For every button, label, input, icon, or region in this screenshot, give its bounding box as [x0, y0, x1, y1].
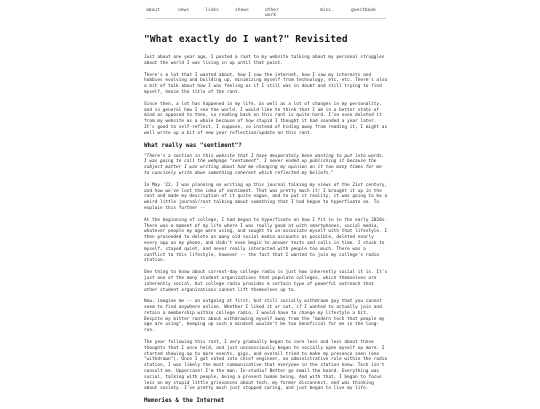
nav-divider	[146, 18, 386, 19]
section1-paragraph-3: One thing to know about current-day college radio is just how inherently social it is. It's just one of the many student organizations that populate colleges, which themselves are inherently social, but college radio provides a certain type of powerful outreach that other student organizations cannot lift themselves up to.	[144, 270, 388, 293]
section1-paragraph-1: In May '22, I was planning on writing up this journal talking my views of the 21st century, and how we've lost the idea of sentiment. That was pretty much it! I brought it up in the rant and made my description of it quite vague, and to put it reality, it was going to be a weird little journal/rant talking about something that I had begun to hyperfixate on. To explain this further --	[144, 182, 388, 211]
section1-paragraph-2: At the beginning of college, I had begun to hyperfixate on how I fit in in the early 2020s. There was a moment of my life where I was really good at with smartphones, social media, whatever people my age were using, and sought to un-associate myself with that lifestyle. I then proceeded to delete as many old social media accounts as possible, deleted nearly every app on my phone, and didn't even begin to answer texts and calls in time. I stuck to myself, stayed quiet, and never really interacted with people too much. There was a conflict to this lifestyle, however -- the fact that I wanted to join my college's radio station.	[144, 217, 388, 264]
nav-news[interactable]: news	[178, 8, 190, 13]
intro-paragraph-1: Just about one year ago, I posted a rant to my website talking about my personal struggles about the world I was living in up until that point.	[144, 55, 385, 66]
nav-about[interactable]: about	[146, 8, 160, 13]
nav-shows[interactable]: shows	[235, 8, 249, 13]
article	[144, 34, 388, 409]
nav-guestbook[interactable]: guestbook	[351, 8, 376, 13]
intro-paragraph-3: Since then, a lot has happened in my life, as well as a lot of changes in my personality, and in general how I see the world. I would like to think that I am in a better state of mind as opposed to then, so reading back on this rant is quite hard. I've even deleted it from my website as a whole because of how stupid I thought it had sounded a year later. It's good to self-reflect, I suppose, so instead of hiding away from reading it, I might as well write up a bit of new year reflection/update on this rant.	[144, 101, 388, 136]
section-heading-sentiment: What really was "sentiment"?	[144, 142, 242, 149]
quoted-passage: "There's a section in this website that I have desperately been wanting to put into words. I was going to call the webpage "sentiment". I never ended up publishing it because the subject matter I was writing about had me changing my opinion on it too many times for me to concisely write down something coherent which reflected my beliefs."	[144, 153, 385, 176]
article-title: "What exactly do I want?" Revisited	[144, 34, 348, 45]
nav-misc[interactable]: misc.	[320, 8, 334, 13]
nav-other-work[interactable]: other work	[265, 8, 279, 18]
section1-paragraph-5: The year following this rant, I very gradually began to care less and less about these thoughts that I once held, and just unconsciously began to socially open myself up more. I started showing up to more events, gigs, and overall tried to make my presence seen (one "withdrawn"). Once I got voted into chief engineer, an administrative role within the radio station, I was likely the most communicative that everyone in the station knew. Tech isn't consult me. Uppercase! I'm the man. In-studio? Better go email the board. Everything was social, talking with people, being a present human being. And with that, I began to focus less on my stupid little grievances about tech, my former disconnect, and was thinking about society. I've pretty much just stopped caring, and just began to live my life.	[144, 340, 388, 392]
nav-links[interactable]: links	[205, 8, 219, 13]
section1-paragraph-4: Now, imagine me -- an outgoing at first, but still socially withdrawn guy that you cannot seem to find anywhere online. Whether I liked it or not, if I wanted to actually join and retain a membership within college radio, I would have to change my lifestyle a bit. Despite my bitter rants about withdrawing myself away from the "modern tech that people my age are using", keeping up such a mindset wouldn't be too beneficial for me in the long-run.	[144, 299, 385, 334]
intro-paragraph-2: There's a lot that I wanted about, how I saw the internet, how I saw my interests and hobbies evolving and building up, minimizing myself from technology, etc, etc. There's also a bit of talk about how I was feeling as if I still was in doubt and still trying to find myself, hence the title of the rant.	[144, 72, 388, 95]
section-heading-memories: Memories & the Internet	[144, 398, 225, 405]
